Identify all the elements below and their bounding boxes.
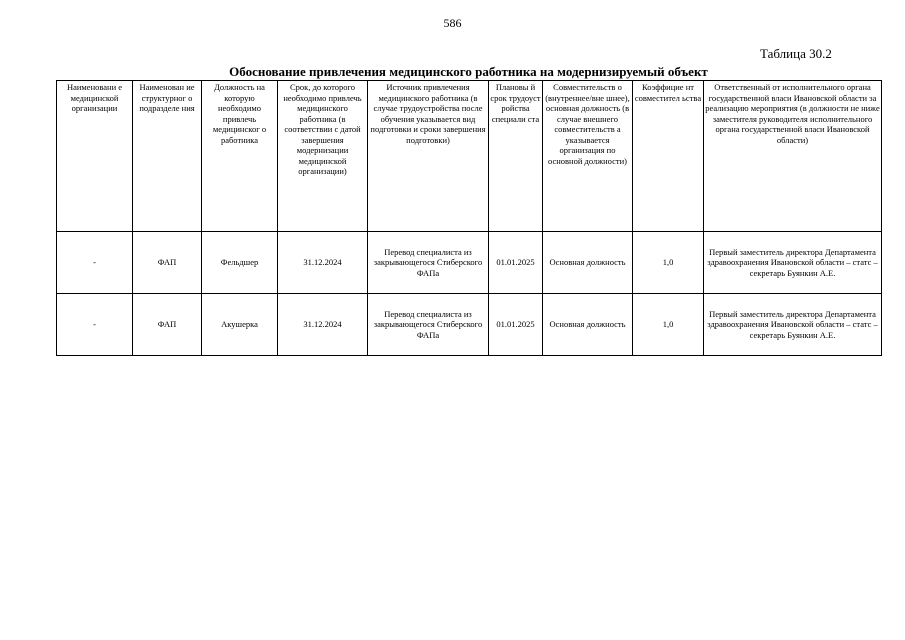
page-number: 586 (443, 16, 462, 30)
cell-org: - (57, 294, 133, 356)
cell-org: - (57, 232, 133, 294)
cell-source: Перевод специалиста из закрывающегося Стиберского ФАПа (368, 294, 489, 356)
cell-combination: Основная должность (543, 232, 633, 294)
header-unit: Наименован ие структурног о подразделе ния (133, 81, 202, 232)
header-org: Наименовани е медицинской организации (57, 81, 133, 232)
document-title: Обоснование привлечения медицинского работника на модернизируемый объект (229, 64, 708, 79)
header-coefficient: Коэффицие нт совместител ьства (633, 81, 704, 232)
cell-deadline: 31.12.2024 (278, 232, 368, 294)
table-row (57, 232, 882, 294)
table-row (57, 294, 882, 356)
header-planned-date: Плановы й срок трудоуст ройства специали ста (489, 81, 543, 232)
table-caption: Таблица 30.2 (760, 46, 832, 61)
table-header-row (57, 81, 882, 232)
cell-planned-date: 01.01.2025 (489, 294, 543, 356)
header-responsible: Ответственный от исполнительного органа государственной власи Ивановской области за реализацию мероприятия (в должности не ниже заместителя руководителя исполнительного органа государственной власи Ивановской области) (704, 81, 882, 232)
staffing-table (56, 80, 882, 356)
header-combination: Совместительств о (внутреннее/вне шнее), основная должность (в случае внешнего совместительств а указывается организация по основной должности) (543, 81, 633, 232)
header-position: Должность на которую необходимо привлечь медицинског о работника (202, 81, 278, 232)
cell-responsible: Первый заместитель директора Департамента здравоохранения Ивановской области – статс – секретарь Буянкин А.Е. (704, 294, 882, 356)
cell-source: Перевод специалиста из закрывающегося Стиберского ФАПа (368, 232, 489, 294)
cell-responsible: Первый заместитель директора Департамента здравоохранения Ивановской области – статс – секретарь Буянкин А.Е. (704, 232, 882, 294)
cell-planned-date: 01.01.2025 (489, 232, 543, 294)
cell-unit: ФАП (133, 294, 202, 356)
header-deadline: Срок, до которого необходимо привлечь медицинского работника (в соответствии с датой завершения модернизации медицинской организации) (278, 81, 368, 232)
cell-position: Акушерка (202, 294, 278, 356)
cell-position: Фельдшер (202, 232, 278, 294)
cell-unit: ФАП (133, 232, 202, 294)
cell-coefficient: 1,0 (633, 232, 704, 294)
cell-coefficient: 1,0 (633, 294, 704, 356)
header-source: Источник привлечения медицинского работника (в случае трудоустройства после обучения указывается вид подготовки и сроки завершения подготовки) (368, 81, 489, 232)
cell-deadline: 31.12.2024 (278, 294, 368, 356)
cell-combination: Основная должность (543, 294, 633, 356)
